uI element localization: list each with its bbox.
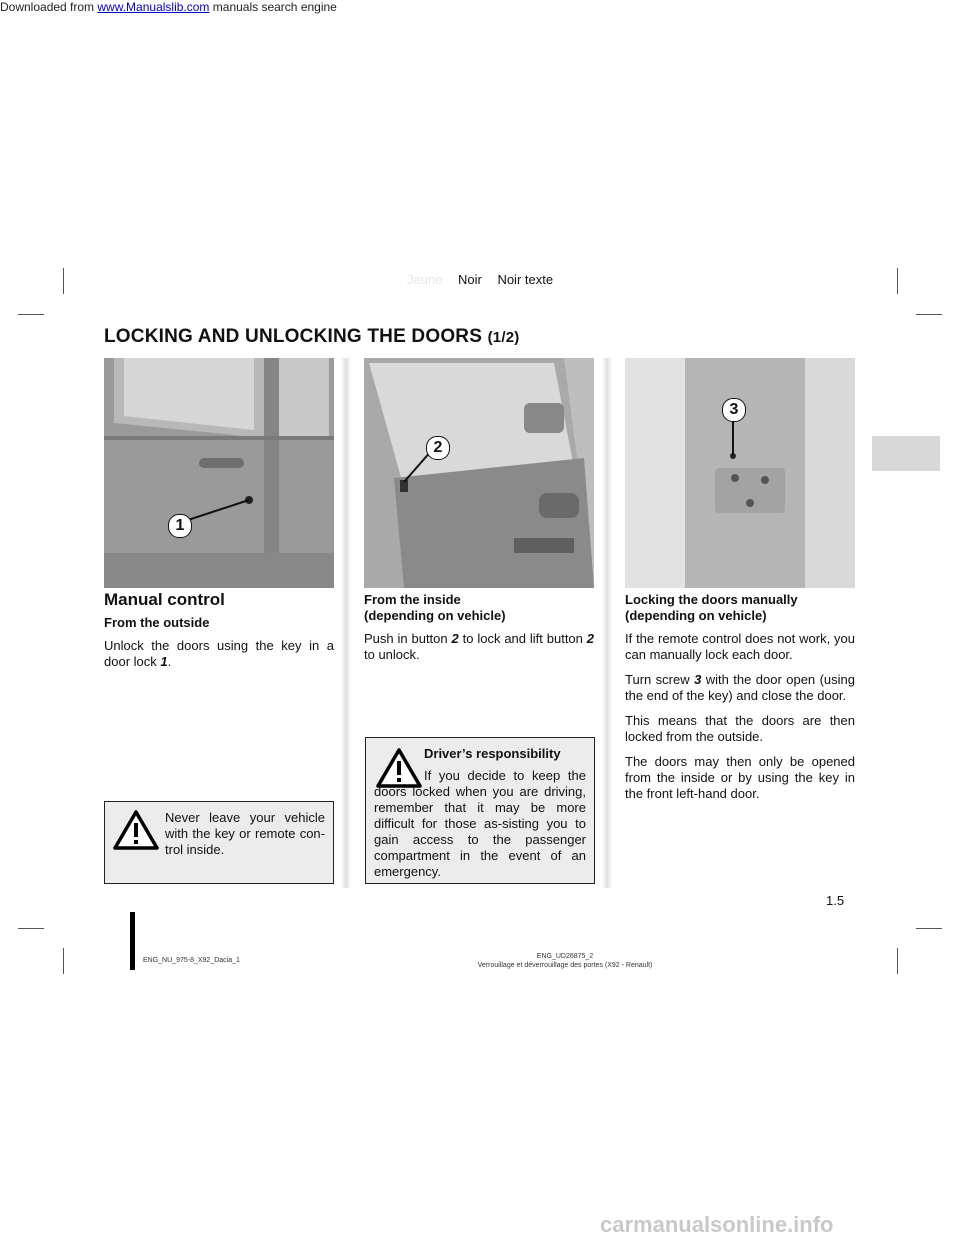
callout-1: 1 bbox=[168, 514, 192, 538]
door-exterior-photo bbox=[104, 358, 334, 588]
crop-mark bbox=[897, 948, 898, 974]
door-interior-photo bbox=[364, 358, 594, 588]
subheading-inside: From the inside (depending on vehicle) bbox=[364, 592, 506, 623]
footer-bar bbox=[130, 912, 135, 970]
crop-mark bbox=[916, 928, 942, 929]
paragraph-3: This means that the doors are then locked from the outside. bbox=[625, 713, 855, 744]
print-color-marks: Jaune Noir Noir texte bbox=[406, 272, 554, 287]
subheading-manual-locking: Locking the doors manually (depending on vehicle) bbox=[625, 592, 798, 623]
warning-text: If you decide to keep the doors locked when you are driving, remember that it may be more difficult for those as-sisting you to gain access to the passenger compartment in the event of an emergency. bbox=[374, 768, 586, 879]
crop-mark bbox=[18, 928, 44, 929]
crop-mark bbox=[916, 314, 942, 315]
paragraph-outside: Unlock the doors using the key in a door lock 1. bbox=[104, 638, 334, 669]
manualslib-link[interactable]: www.Manualslib.com bbox=[97, 0, 210, 14]
paragraph-1: If the remote control does not work, you can manually lock each door. bbox=[625, 631, 855, 662]
warning-box-driver-responsibility bbox=[365, 737, 595, 884]
chapter-tab bbox=[872, 436, 940, 471]
column-from-inside bbox=[364, 592, 594, 672]
page-title-part: (1/2) bbox=[487, 329, 520, 346]
footer-left-code: ENG_NU_975-8_X92_Dacia_1 bbox=[143, 957, 240, 964]
footer-right-code: ENG_UD26875_2 Verrouillage et déverrouillage des portes (X92 - Renault) bbox=[477, 953, 653, 969]
crop-mark bbox=[18, 314, 44, 315]
section-heading: Manual control bbox=[104, 590, 225, 609]
paragraph-inside: Push in button 2 to lock and lift button 2 to unlock. bbox=[364, 631, 595, 662]
door-pillar-photo bbox=[625, 358, 855, 588]
column-manual-locking bbox=[625, 592, 855, 811]
column-separator bbox=[602, 358, 612, 888]
column-manual-control bbox=[104, 592, 334, 679]
crop-mark bbox=[63, 948, 64, 974]
watermark: carmanualsonline.info bbox=[600, 1212, 834, 1237]
warning-triangle-icon bbox=[113, 810, 159, 850]
warning-title: Driver’s responsibility bbox=[424, 746, 561, 761]
callout-3: 3 bbox=[722, 398, 746, 422]
paragraph-2: Turn screw 3 with the door open (using the end of the key) and close the door. bbox=[625, 672, 855, 703]
download-banner: Downloaded from www.Manualslib.com manuals search engine bbox=[0, 0, 337, 14]
callout-2: 2 bbox=[426, 436, 450, 460]
paragraph-4: The doors may then only be opened from the inside or by using the key in the front left-hand door. bbox=[625, 754, 855, 801]
page-number: 1.5 bbox=[826, 893, 845, 908]
subheading-outside: From the outside bbox=[104, 615, 210, 630]
column-separator bbox=[341, 358, 351, 888]
page-title: LOCKING AND UNLOCKING THE DOORS (1/2) bbox=[104, 326, 520, 347]
warning-text: Never leave your vehicle with the key or remote con-trol inside. bbox=[165, 810, 325, 857]
warning-box-key-inside bbox=[104, 801, 334, 884]
